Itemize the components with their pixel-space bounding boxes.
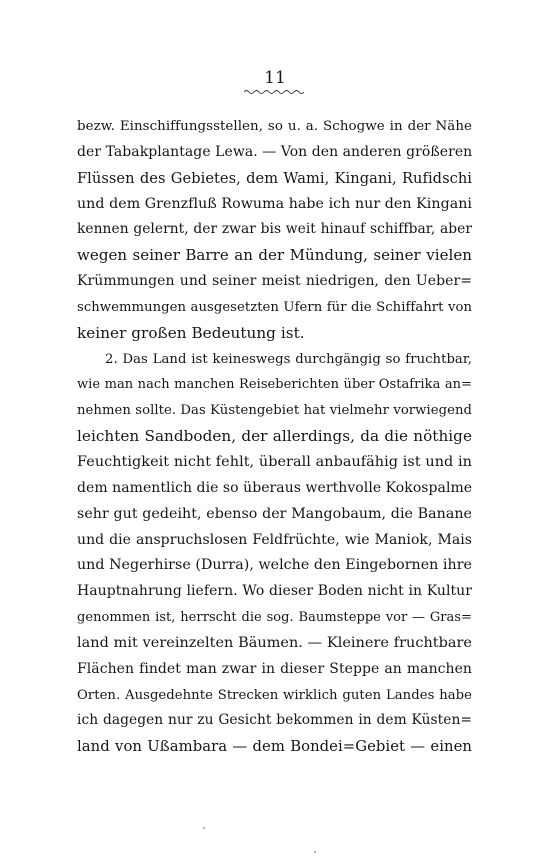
text-line: wegen seiner Barre an der Mündung, seiner vielen — [77, 246, 472, 265]
paper-speck — [314, 851, 316, 853]
text-line: keiner großen Bedeutung ist. — [77, 323, 305, 342]
text-line: Flächen findet man zwar in dieser Steppe an manchen — [77, 660, 472, 677]
paper-speck — [203, 827, 205, 829]
text-line: land mit vereinzelten Bäumen. — Kleinere fruchtbare — [77, 634, 472, 651]
body-text — [77, 114, 472, 760]
text-line: und Negerhirse (Durra), welche den Eingebornen ihre — [77, 557, 472, 574]
text-line: genommen ist, herrscht die sog. Baumsteppe vor — Gras= — [77, 610, 472, 626]
text-line: der Tabakplantage Lewa. — Von den anderen größeren — [77, 143, 472, 160]
text-line: leichten Sandboden, der allerdings, da die nöthige — [77, 427, 472, 446]
text-line: kennen gelernt, der zwar bis weit hinauf schiffbar, aber — [77, 221, 472, 238]
text-line-paragraph-start: 2. Das Land ist keineswegs durchgängig so fruchtbar, — [105, 351, 472, 367]
text-line: land von Ußambara — dem Bondei=Gebiet — einen — [77, 738, 472, 756]
text-line: Krümmungen und seiner meist niedrigen, den Ueber= — [77, 273, 472, 290]
text-line: Feuchtigkeit nicht fehlt, überall anbaufähig ist und in — [77, 453, 472, 470]
page-number-ornament — [244, 89, 304, 95]
text-line: nehmen sollte. Das Küstengebiet hat vielmehr vorwiegend — [77, 403, 472, 419]
text-line: Flüssen des Gebietes, dem Wami, Kingani, Rufidschi — [77, 169, 472, 187]
text-line: sehr gut gedeiht, ebenso der Mangobaum, die Banane — [77, 505, 472, 522]
text-line: und dem Grenzfluß Rowuma habe ich nur den Kingani — [77, 195, 472, 212]
text-line: wie man nach manchen Reiseberichten über Ostafrika an= — [77, 377, 472, 393]
text-line: bezw. Einschiffungsstellen, so u. a. Schogwe in der Nähe — [77, 119, 472, 134]
text-line: ich dagegen nur zu Gesicht bekommen in dem Küsten= — [77, 712, 472, 729]
page-number: 11 — [264, 68, 286, 88]
text-line: Orten. Ausgedehnte Strecken wirklich guten Landes habe — [77, 687, 472, 703]
text-line: schwemmungen ausgesetzten Ufern für die Schiffahrt von — [77, 299, 472, 315]
text-line: Hauptnahrung liefern. Wo dieser Boden nicht in Kultur — [77, 583, 472, 600]
text-line: dem namentlich die so überaus werthvolle Kokospalme — [77, 479, 472, 496]
text-line: und die anspruchslosen Feldfrüchte, wie Maniok, Mais — [77, 531, 472, 548]
